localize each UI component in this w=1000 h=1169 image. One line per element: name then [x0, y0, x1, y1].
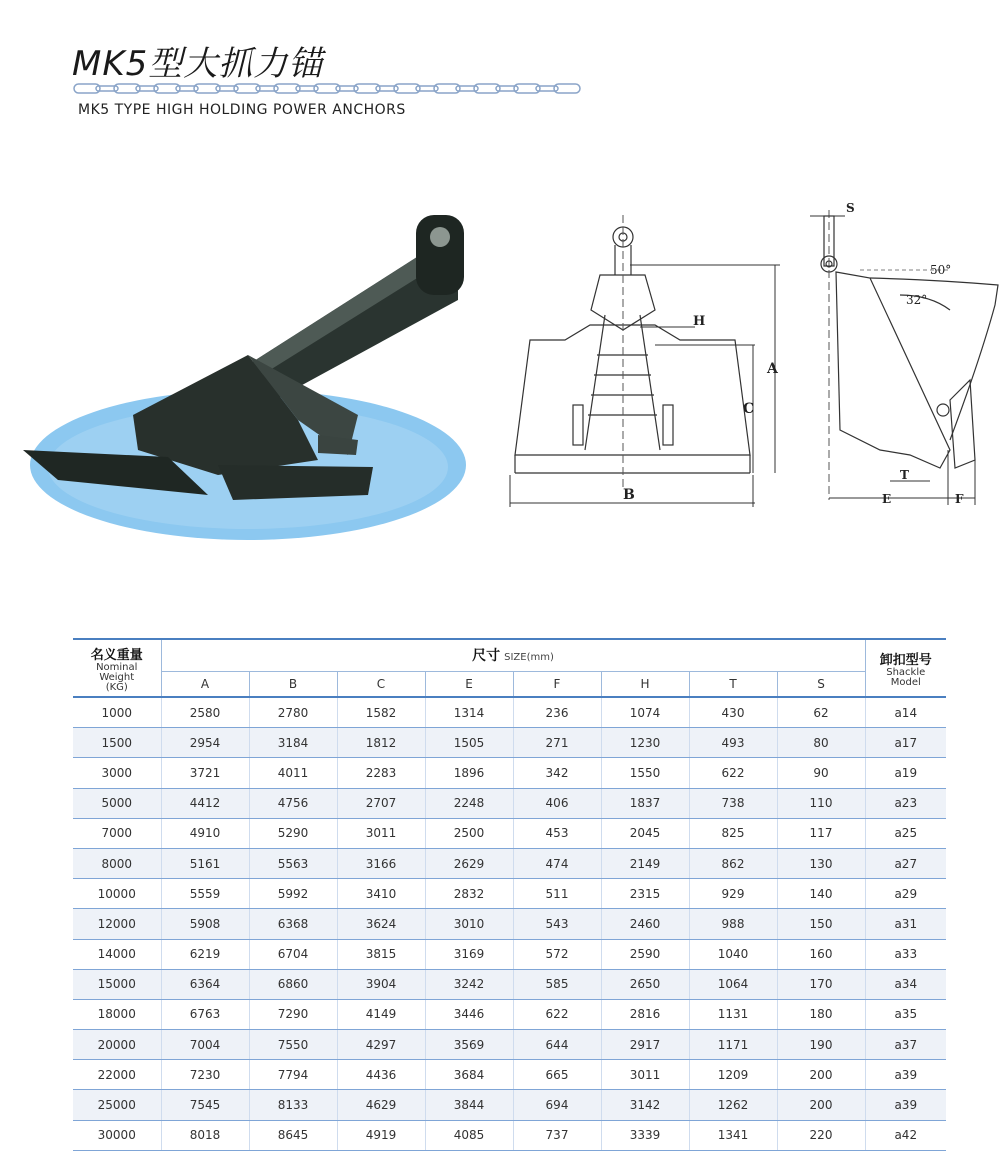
- table-cell: 14000: [73, 939, 161, 969]
- column-header: F: [513, 671, 601, 697]
- table-cell: 220: [777, 1120, 865, 1150]
- angle-label-50: 50°: [930, 263, 952, 277]
- shackle-header-zh: 卸扣型号: [879, 652, 932, 668]
- table-cell: 342: [513, 758, 601, 788]
- table-cell: 3010: [425, 909, 513, 939]
- table-cell: 2954: [161, 728, 249, 758]
- size-header-en: SIZE(mm): [504, 652, 554, 664]
- table-cell: 3410: [337, 879, 425, 909]
- table-cell: 1209: [689, 1060, 777, 1090]
- table-cell: 10000: [73, 879, 161, 909]
- table-cell: 2832: [425, 879, 513, 909]
- table-cell: 2780: [249, 697, 337, 728]
- column-header: A: [161, 671, 249, 697]
- table-row: [73, 879, 946, 909]
- table-cell: 130: [777, 848, 865, 878]
- column-header: B: [249, 671, 337, 697]
- front-view-drawing: [505, 205, 795, 515]
- table-cell: 2917: [601, 1030, 689, 1060]
- table-cell: 3242: [425, 969, 513, 999]
- table-cell: 200: [777, 1060, 865, 1090]
- table-cell: 3142: [601, 1090, 689, 1120]
- table-cell: a29: [865, 879, 946, 909]
- table-cell: 6368: [249, 909, 337, 939]
- table-cell: 3011: [601, 1060, 689, 1090]
- table-cell: 4085: [425, 1120, 513, 1150]
- page-subtitle: MK5 TYPE HIGH HOLDING POWER ANCHORS: [78, 102, 406, 118]
- table-cell: 3569: [425, 1030, 513, 1060]
- table-cell: 3624: [337, 909, 425, 939]
- table-cell: 3684: [425, 1060, 513, 1090]
- spec-table: [73, 638, 946, 1151]
- table-cell: 737: [513, 1120, 601, 1150]
- table-cell: 406: [513, 788, 601, 818]
- dim-label-c: C: [743, 401, 755, 417]
- table-cell: a37: [865, 1030, 946, 1060]
- table-cell: 7545: [161, 1090, 249, 1120]
- column-header-row: [73, 671, 946, 697]
- table-cell: 15000: [73, 969, 161, 999]
- anchor-stabilizer-right: [218, 465, 373, 500]
- weight-header-zh: 名义重量: [90, 647, 143, 663]
- table-cell: 1040: [689, 939, 777, 969]
- table-cell: 2650: [601, 969, 689, 999]
- table-row: [73, 1120, 946, 1150]
- table-cell: 90: [777, 758, 865, 788]
- dim-label-e: E: [882, 492, 892, 506]
- table-cell: 3446: [425, 999, 513, 1029]
- table-cell: 988: [689, 909, 777, 939]
- angle-label-32: 32°: [906, 293, 928, 307]
- table-cell: 665: [513, 1060, 601, 1090]
- table-cell: 2315: [601, 879, 689, 909]
- spec-table-body: [73, 697, 946, 1150]
- table-cell: 7230: [161, 1060, 249, 1090]
- dim-label-h: H: [693, 314, 706, 329]
- table-cell: 1262: [689, 1090, 777, 1120]
- table-row: [73, 697, 946, 728]
- shackle-header: [865, 639, 946, 697]
- table-cell: 4412: [161, 788, 249, 818]
- table-cell: 1171: [689, 1030, 777, 1060]
- table-cell: 7290: [249, 999, 337, 1029]
- table-cell: 25000: [73, 1090, 161, 1120]
- table-cell: 474: [513, 848, 601, 878]
- table-cell: 62: [777, 697, 865, 728]
- table-cell: 622: [689, 758, 777, 788]
- table-row: [73, 939, 946, 969]
- table-cell: 862: [689, 848, 777, 878]
- table-cell: 3184: [249, 728, 337, 758]
- table-cell: 1812: [337, 728, 425, 758]
- table-cell: 2500: [425, 818, 513, 848]
- dim-label-t: T: [900, 468, 909, 482]
- table-row: [73, 1060, 946, 1090]
- table-cell: 3339: [601, 1120, 689, 1150]
- table-cell: 180: [777, 999, 865, 1029]
- shackle-header-en-1: Shackle: [886, 666, 926, 678]
- table-cell: 271: [513, 728, 601, 758]
- column-header: C: [337, 671, 425, 697]
- weight-header-en-1: Nominal: [96, 661, 138, 673]
- table-cell: a25: [865, 818, 946, 848]
- table-cell: 170: [777, 969, 865, 999]
- dim-label-f: F: [955, 492, 964, 506]
- table-cell: 1341: [689, 1120, 777, 1150]
- table-cell: 2580: [161, 697, 249, 728]
- table-cell: 453: [513, 818, 601, 848]
- table-cell: a31: [865, 909, 946, 939]
- table-cell: a35: [865, 999, 946, 1029]
- table-cell: 236: [513, 697, 601, 728]
- table-cell: 5000: [73, 788, 161, 818]
- page-title: MK5型大抓力锚: [72, 44, 324, 84]
- table-cell: 6704: [249, 939, 337, 969]
- table-row: [73, 1030, 946, 1060]
- table-row: [73, 788, 946, 818]
- table-cell: 2816: [601, 999, 689, 1029]
- column-header: E: [425, 671, 513, 697]
- table-cell: 5559: [161, 879, 249, 909]
- table-cell: 511: [513, 879, 601, 909]
- table-row: [73, 999, 946, 1029]
- table-cell: 572: [513, 939, 601, 969]
- weight-header-en-3: (KG): [105, 681, 128, 693]
- table-cell: 6860: [249, 969, 337, 999]
- size-header-zh: 尺寸: [472, 648, 501, 665]
- dim-label-b: B: [623, 487, 635, 503]
- table-cell: 929: [689, 879, 777, 909]
- table-cell: 8018: [161, 1120, 249, 1150]
- table-cell: 2149: [601, 848, 689, 878]
- table-cell: 4436: [337, 1060, 425, 1090]
- table-cell: 6763: [161, 999, 249, 1029]
- table-row: [73, 909, 946, 939]
- table-cell: 4756: [249, 788, 337, 818]
- table-cell: 1500: [73, 728, 161, 758]
- table-cell: 140: [777, 879, 865, 909]
- table-row: [73, 818, 946, 848]
- table-cell: 1314: [425, 697, 513, 728]
- table-cell: a34: [865, 969, 946, 999]
- table-cell: 160: [777, 939, 865, 969]
- table-cell: 3844: [425, 1090, 513, 1120]
- table-cell: 1230: [601, 728, 689, 758]
- weight-header-en-2: Weight: [99, 671, 135, 683]
- table-cell: 3815: [337, 939, 425, 969]
- table-cell: 117: [777, 818, 865, 848]
- anchor-photo: [18, 205, 478, 545]
- table-cell: 493: [689, 728, 777, 758]
- table-cell: 825: [689, 818, 777, 848]
- table-cell: 3721: [161, 758, 249, 788]
- table-cell: 22000: [73, 1060, 161, 1090]
- table-cell: 7004: [161, 1030, 249, 1060]
- table-cell: 5161: [161, 848, 249, 878]
- table-cell: a39: [865, 1060, 946, 1090]
- table-cell: 2045: [601, 818, 689, 848]
- table-cell: a33: [865, 939, 946, 969]
- table-cell: 8133: [249, 1090, 337, 1120]
- table-cell: 18000: [73, 999, 161, 1029]
- table-cell: 1064: [689, 969, 777, 999]
- table-cell: 5563: [249, 848, 337, 878]
- table-row: [73, 848, 946, 878]
- table-cell: 2460: [601, 909, 689, 939]
- table-cell: a27: [865, 848, 946, 878]
- table-row: [73, 1090, 946, 1120]
- table-cell: 1896: [425, 758, 513, 788]
- table-cell: 5992: [249, 879, 337, 909]
- dim-label-a: A: [767, 361, 778, 377]
- chain-decoration: [72, 80, 592, 98]
- table-cell: 1000: [73, 697, 161, 728]
- table-cell: 8645: [249, 1120, 337, 1150]
- column-header: H: [601, 671, 689, 697]
- table-cell: 12000: [73, 909, 161, 939]
- table-cell: 200: [777, 1090, 865, 1120]
- table-cell: 3169: [425, 939, 513, 969]
- table-cell: 4910: [161, 818, 249, 848]
- side-view-drawing: [800, 200, 1000, 515]
- weight-header: [73, 639, 161, 697]
- table-row: [73, 758, 946, 788]
- table-cell: 30000: [73, 1120, 161, 1150]
- table-cell: 80: [777, 728, 865, 758]
- table-cell: 4919: [337, 1120, 425, 1150]
- size-header: [161, 639, 865, 671]
- table-cell: 7550: [249, 1030, 337, 1060]
- table-cell: 622: [513, 999, 601, 1029]
- table-cell: a23: [865, 788, 946, 818]
- table-cell: 150: [777, 909, 865, 939]
- table-cell: a17: [865, 728, 946, 758]
- table-cell: 2629: [425, 848, 513, 878]
- table-cell: 4011: [249, 758, 337, 788]
- table-cell: 7000: [73, 818, 161, 848]
- table-cell: 694: [513, 1090, 601, 1120]
- table-cell: 2283: [337, 758, 425, 788]
- table-cell: 1074: [601, 697, 689, 728]
- table-cell: 8000: [73, 848, 161, 878]
- table-cell: 110: [777, 788, 865, 818]
- table-cell: 644: [513, 1030, 601, 1060]
- table-cell: 1505: [425, 728, 513, 758]
- table-cell: 20000: [73, 1030, 161, 1060]
- column-header: T: [689, 671, 777, 697]
- table-cell: 4149: [337, 999, 425, 1029]
- table-cell: 3000: [73, 758, 161, 788]
- table-cell: a19: [865, 758, 946, 788]
- table-cell: 430: [689, 697, 777, 728]
- table-cell: 3904: [337, 969, 425, 999]
- table-cell: 2590: [601, 939, 689, 969]
- table-cell: 1550: [601, 758, 689, 788]
- table-row: [73, 728, 946, 758]
- table-row: [73, 969, 946, 999]
- shackle-header-en-2: Model: [890, 676, 921, 688]
- table-cell: 3166: [337, 848, 425, 878]
- table-cell: 2248: [425, 788, 513, 818]
- table-cell: a39: [865, 1090, 946, 1120]
- table-cell: 738: [689, 788, 777, 818]
- table-cell: 6364: [161, 969, 249, 999]
- table-cell: 5290: [249, 818, 337, 848]
- table-cell: 543: [513, 909, 601, 939]
- table-cell: 1582: [337, 697, 425, 728]
- table-cell: 4629: [337, 1090, 425, 1120]
- table-cell: 7794: [249, 1060, 337, 1090]
- table-cell: 1131: [689, 999, 777, 1029]
- table-cell: 6219: [161, 939, 249, 969]
- table-cell: a42: [865, 1120, 946, 1150]
- column-header: S: [777, 671, 865, 697]
- table-cell: 585: [513, 969, 601, 999]
- dim-label-s: S: [846, 201, 855, 215]
- table-cell: a14: [865, 697, 946, 728]
- table-cell: 2707: [337, 788, 425, 818]
- table-cell: 3011: [337, 818, 425, 848]
- table-cell: 4297: [337, 1030, 425, 1060]
- table-cell: 1837: [601, 788, 689, 818]
- table-cell: 190: [777, 1030, 865, 1060]
- table-cell: 5908: [161, 909, 249, 939]
